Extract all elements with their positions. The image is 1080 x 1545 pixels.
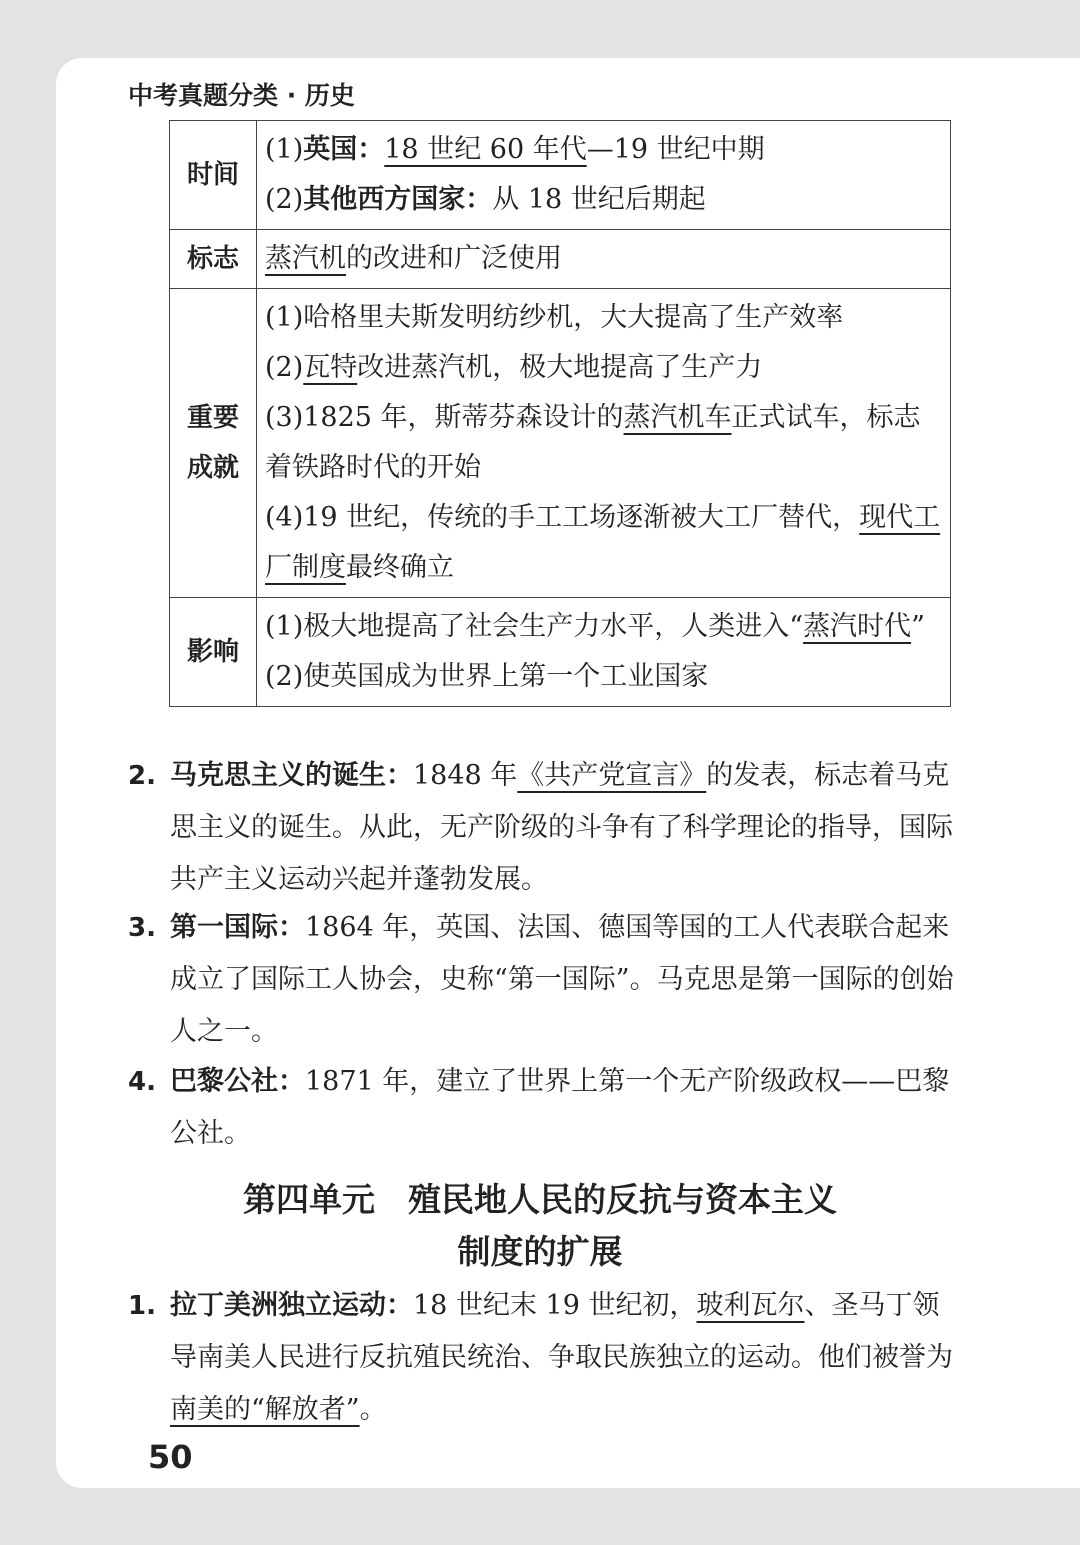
time-line-1 <box>265 125 942 175</box>
impact-2: (2)使英国成为世界上第一个工业国家 <box>265 661 709 692</box>
row-label-time: 时间 <box>170 121 257 230</box>
impact-1 <box>265 602 942 652</box>
impact-1-rest: ” <box>911 611 925 642</box>
list-item-paris-commune <box>128 1056 954 1160</box>
achievement-3-underlined: 蒸汽机车 <box>623 402 732 433</box>
item-text-pre: 1848 年 <box>413 760 518 791</box>
item-text <box>170 1280 954 1436</box>
achievement-2-underlined: 瓦特 <box>303 352 358 383</box>
time-line2-prefix: (2) <box>265 184 304 215</box>
page <box>56 58 1080 1488</box>
item-text-body: 1871 年，建立了世界上第一个无产阶级政权——巴黎公社。 <box>170 1066 950 1149</box>
table-row-impact <box>170 598 951 707</box>
list-item-marxism <box>128 750 954 906</box>
item-text-mid: 、圣马丁领导南美人民进行反抗殖民统治、争取民族独立的运动。他们被誉为 <box>170 1290 953 1373</box>
unit-title-line1: 第四单元 殖民地人民的反抗与资本主义 <box>243 1180 837 1219</box>
time-line1-prefix: (1) <box>265 134 304 165</box>
list-item-first-international <box>128 902 954 1058</box>
unit-title-line2: 制度的扩展 <box>457 1232 623 1271</box>
time-line2-label: 其他西方国家： <box>303 184 493 215</box>
row-label-impact: 影响 <box>170 598 257 707</box>
row-label-mark: 标志 <box>170 230 257 289</box>
achievements-label-line1: 重要 <box>186 403 239 433</box>
industrial-revolution-table <box>169 120 951 707</box>
item-text-rest: 。 <box>359 1394 387 1425</box>
item-title: 拉丁美洲独立运动： <box>170 1290 413 1321</box>
achievement-2-prefix: (2) <box>265 352 304 383</box>
item-text-pre: 18 世纪末 19 世纪初， <box>413 1290 697 1321</box>
impact-1-pre: (1)极大地提高了社会生产力水平，人类进入“ <box>265 611 804 642</box>
achievement-2 <box>265 343 942 393</box>
time-line1-underlined: 18 世纪 60 年代 <box>384 134 587 165</box>
achievement-4-pre: (4)19 世纪，传统的手工工场逐渐被大工厂替代， <box>265 502 860 533</box>
row-label-achievements <box>170 289 257 598</box>
page-header: 中考真题分类 · 历史 <box>128 81 355 110</box>
item-number: 3. <box>128 913 156 943</box>
page-number: 50 <box>148 1438 193 1476</box>
mark-underlined: 蒸汽机 <box>265 243 346 274</box>
item-number: 2. <box>128 761 156 791</box>
item-text-body: 1864 年，英国、法国、德国等国的工人代表联合起来成立了国际工人协会，史称“第一国际”。马克思是第一国际的创始人之一。 <box>170 912 954 1047</box>
item-text-rest: 的发表，标志着马克思主义的诞生。从此，无产阶级的斗争有了科学理论的指导，国际共产主义运动兴起并蓬勃发展。 <box>170 760 953 895</box>
row-content-mark <box>257 230 951 289</box>
achievement-2-rest: 改进蒸汽机，极大地提高了生产力 <box>357 352 763 383</box>
time-line1-rest: —19 世纪中期 <box>586 134 765 165</box>
item-title: 巴黎公社： <box>170 1066 305 1097</box>
item-text-underlined-1: 玻利瓦尔 <box>696 1290 805 1321</box>
unit-title <box>56 1174 1024 1278</box>
achievement-3 <box>265 393 942 493</box>
table-row-mark <box>170 230 951 289</box>
achievements-label-line2: 成就 <box>186 453 239 483</box>
item-number: 4. <box>128 1067 156 1097</box>
impact-1-underlined: 蒸汽时代 <box>803 611 912 642</box>
time-line1-label: 英国： <box>303 134 385 165</box>
item-title: 马克思主义的诞生： <box>170 760 413 791</box>
achievement-1: (1)哈格里夫斯发明纺纱机，大大提高了生产效率 <box>265 302 844 333</box>
achievement-4 <box>265 493 942 593</box>
item-title: 第一国际： <box>170 912 305 943</box>
table-row-time <box>170 121 951 230</box>
item-text-underlined: 《共产党宣言》 <box>517 760 707 791</box>
row-content-achievements <box>257 289 951 598</box>
mark-rest: 的改进和广泛使用 <box>346 243 562 274</box>
achievement-4-rest: 最终确立 <box>346 552 454 583</box>
item-text <box>170 750 954 906</box>
row-content-impact <box>257 598 951 707</box>
table-row-achievements <box>170 289 951 598</box>
item-text <box>170 1056 954 1160</box>
list-item-latin-america <box>128 1280 954 1436</box>
item-text <box>170 902 954 1058</box>
achievement-3-pre: (3)1825 年，斯蒂芬森设计的 <box>265 402 624 433</box>
item-text-underlined-2: 南美的“解放者” <box>170 1394 360 1425</box>
item-number: 1. <box>128 1291 156 1321</box>
row-content-time <box>257 121 951 230</box>
time-line-2 <box>265 175 942 225</box>
achievement-3-rest: 正式试车，标志着铁路时代的开始 <box>265 402 921 483</box>
time-line2-rest: 从 18 世纪后期起 <box>492 184 706 215</box>
achievement-4-underlined: 现代工厂制度 <box>265 502 941 583</box>
